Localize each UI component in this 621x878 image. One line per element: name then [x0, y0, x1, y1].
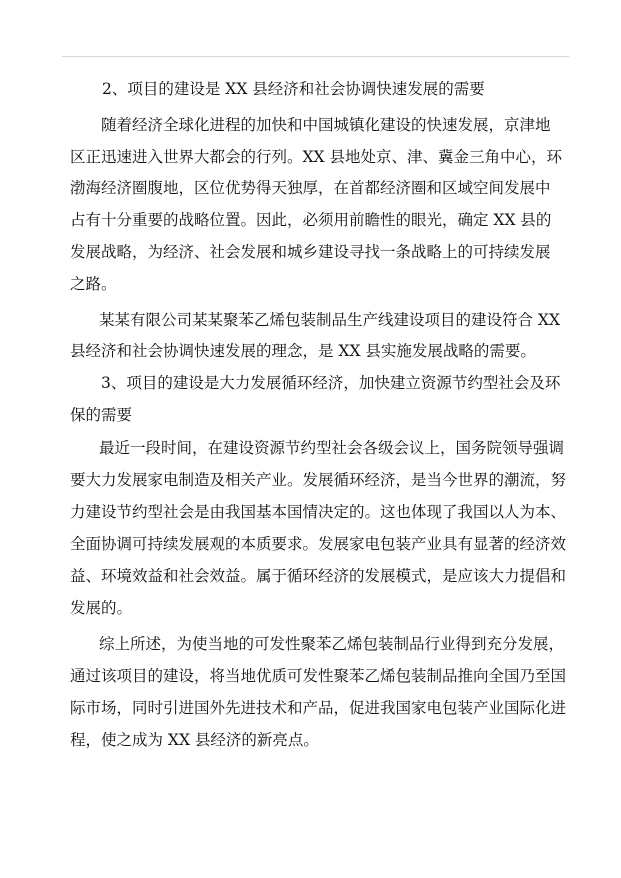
text-line: 发展的。 — [70, 599, 133, 617]
text-line: 要大力发展家电制造及相关产业。发展循环经济，是当今世界的潮流，努 — [70, 471, 567, 489]
text-line: 通过该项目的建设，将当地优质可发性聚苯乙烯包装制品推向全国乃至国 — [70, 667, 567, 685]
text-line: 最近一段时间，在建设资源节约型社会各级会议上，国务院领导强调 — [99, 439, 565, 457]
text-line: 区正迅速进入世界大都会的行列。XX 县地处京、津、冀金三角中心，环 — [70, 148, 562, 166]
text-line: 占有十分重要的战略位置。因此，必须用前瞻性的眼光，确定 XX 县的 — [70, 211, 552, 229]
text-line: 全面协调可持续发展观的本质要求。发展家电包装产业具有显著的经济效 — [70, 535, 567, 553]
header-rule — [62, 56, 569, 57]
text-line: 综上所述，为使当地的可发性聚苯乙烯包装制品行业得到充分发展， — [99, 635, 565, 653]
text-line: 随着经济全球化进程的加快和中国城镇化建设的快速发展，京津地 — [101, 116, 551, 134]
text-line: 发展战略，为经济、社会发展和城乡建设寻找一条战略上的可持续发展 — [70, 243, 551, 261]
text-line: 渤海经济圈腹地，区位优势得天独厚，在首都经济圈和区域空间发展中 — [70, 179, 551, 197]
text-line: 程，使之成为 XX 县经济的新亮点。 — [70, 731, 319, 749]
text-line: 3、项目的建设是大力发展循环经济，加快建立资源节约型社会及环 — [101, 374, 561, 392]
text-line: 某某有限公司某某聚苯乙烯包装制品生产线建设项目的建设符合 XX — [99, 311, 560, 329]
text-line: 益、环境效益和社会效益。属于循环经济的发展模式，是应该大力提倡和 — [70, 567, 567, 585]
text-line: 2、项目的建设是 XX 县经济和社会协调快速发展的需要 — [102, 80, 485, 98]
text-line: 保的需要 — [70, 406, 133, 424]
text-line: 之路。 — [70, 275, 117, 293]
text-line: 力建设节约型社会是由我国基本国情决定的。这也体现了我国以人为本、 — [70, 503, 567, 521]
text-line: 际市场，同时引进国外先进技术和产品，促进我国家电包装产业国际化进 — [70, 699, 567, 717]
text-line: 县经济和社会协调快速发展的理念，是 XX 县实施发展战略的需要。 — [70, 342, 536, 360]
